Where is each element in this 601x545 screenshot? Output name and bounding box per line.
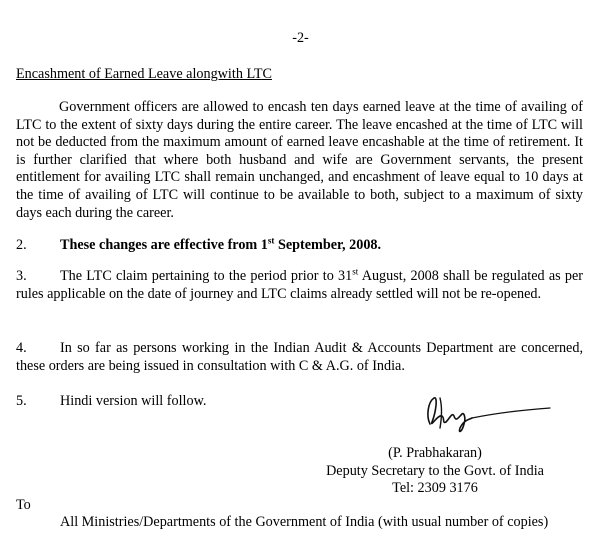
to-label: To (16, 497, 31, 513)
item-3-text-after: August, 2008 shall be regulated as per rules applicable on the date of journey and LTC claims already settled will not be re-opened. (16, 268, 584, 302)
item-5 (16, 393, 206, 411)
page-number: -2- (292, 30, 309, 46)
item-4-text: In so far as persons working in the Indian Audit & Accounts Department are concerned, these orders are being issued in consultation with C & A.G. of India. (16, 340, 583, 374)
item-5-number: 5. (16, 393, 27, 409)
item-4 (16, 340, 583, 375)
signatory-name: (P. Prabhakaran) (388, 445, 482, 461)
signature-mark (412, 394, 552, 440)
paragraph-1: Government officers are allowed to encash ten days earned leave at the time of availing of LTC to the extent of sixty days during the entire career. The leave encashed at the time of LTC will not be deducted from the maximum amount of earned leave encashable at the time of retirement. It is further clarified that where both husband and wife are Government servants, the present entitlement for availing LTC shall remain unchanged, and encashment of leave equal to 10 days at the time of availing of LTC will continue to be available to both, subject to a maximum of sixty days each during the career. (16, 99, 583, 221)
item-3 (16, 268, 583, 303)
item-5-text: Hindi version will follow. (60, 393, 207, 409)
item-4-number: 4. (16, 340, 27, 356)
item-3-superscript: st (352, 266, 359, 277)
item-3-text-before: The LTC claim pertaining to the period prior to 31 (60, 268, 353, 284)
signatory-designation: Deputy Secretary to the Govt. of India (326, 462, 544, 479)
item-2-superscript: st (267, 235, 275, 246)
item-2-text-before: These changes are effective from 1 (60, 237, 268, 253)
signatory-telephone: Tel: 2309 3176 (392, 480, 478, 497)
item-3-number: 3. (16, 268, 27, 284)
item-2 (16, 237, 381, 255)
item-2-text-after: September, 2008. (274, 237, 382, 253)
addressee: All Ministries/Departments of the Government of India (with usual number of copies) (60, 514, 549, 530)
item-2-number: 2. (16, 237, 27, 253)
subject-heading: Encashment of Earned Leave alongwith LTC (16, 66, 272, 82)
signatory-block (290, 445, 580, 498)
